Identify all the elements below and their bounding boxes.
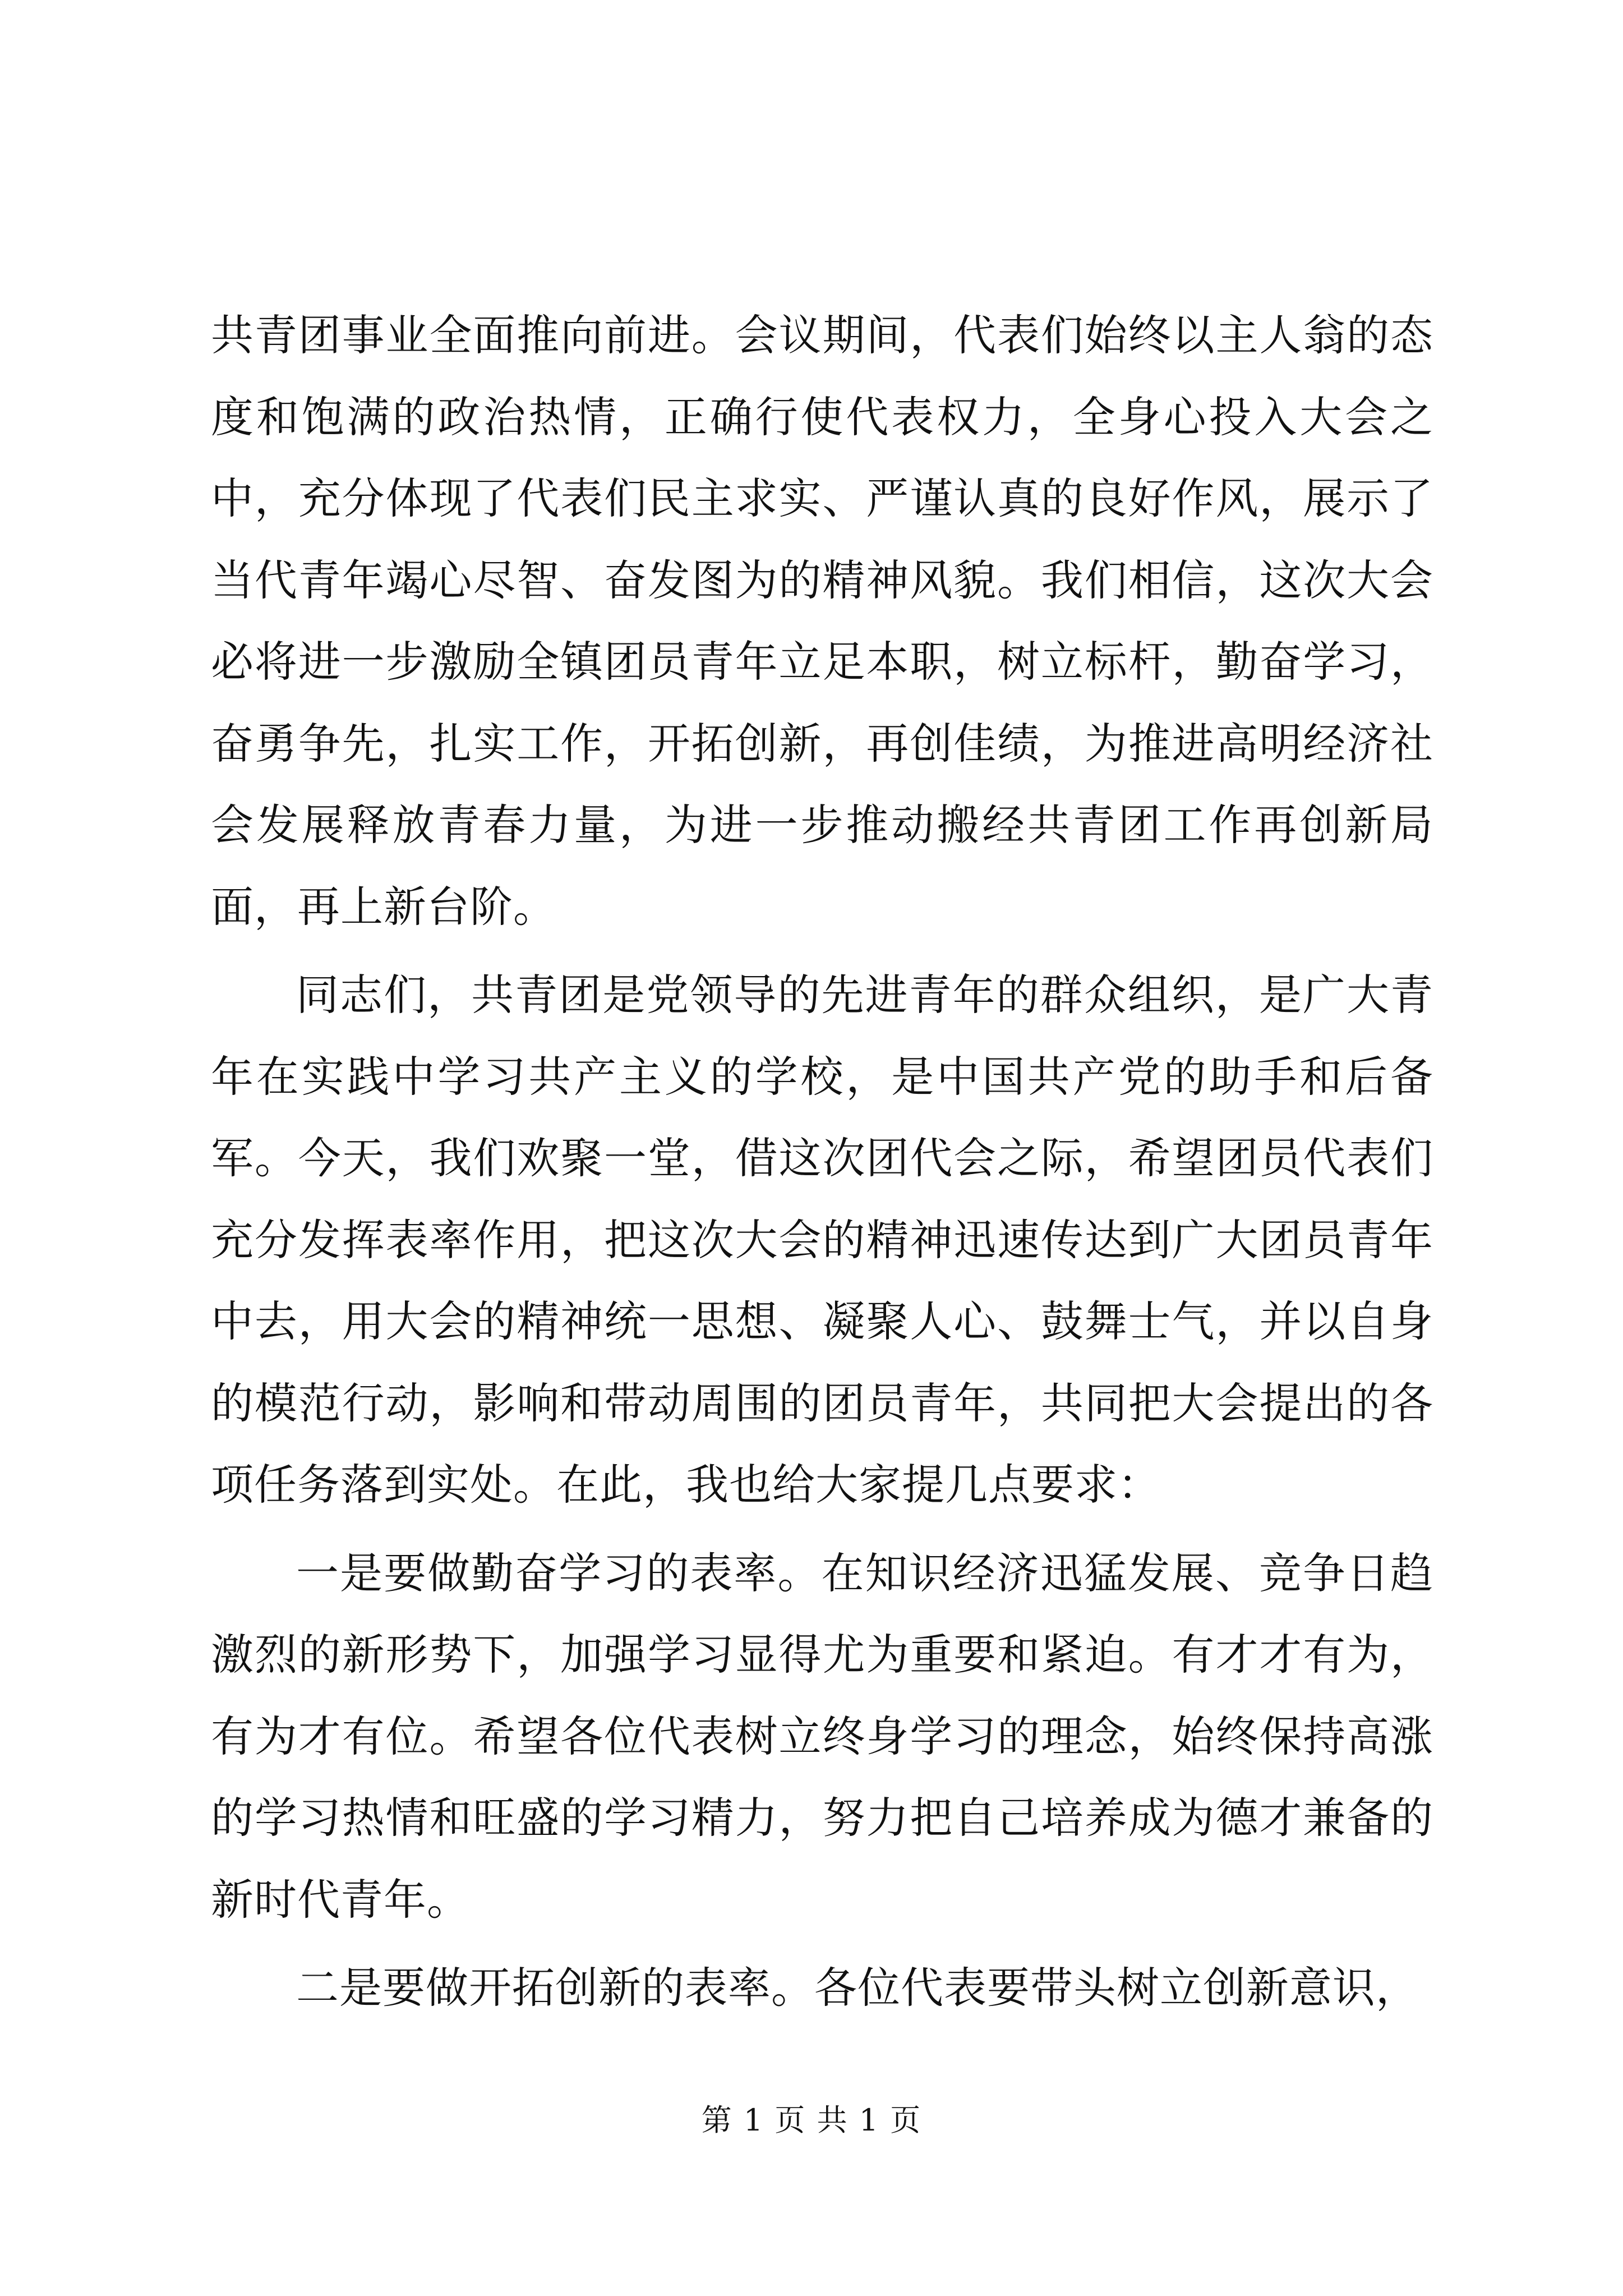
document-body	[211, 295, 1433, 2029]
body-paragraph-3: 一是要做勤奋学习的表率。在知识经济迅猛发展、竞争日趋激烈的新形势下，加强学习显得尤为重要和紧迫。有才才有为，有为才有位。希望各位代表树立终身学习的理念，始终保持高涨的学习热情和旺盛的学习精力，努力把自己培养成为德才兼备的新时代青年。	[211, 1548, 1433, 1925]
body-paragraph-4: 二是要做开拓创新的表率。各位代表要带头树立创新意识，	[296, 1963, 1419, 2013]
body-paragraph-2: 同志们，共青团是党领导的先进青年的群众组织，是广大青年在实践中学习共产主义的学校，是中国共产党的助手和后备军。今天，我们欢聚一堂，借这次团代会之际，希望团员代表们充分发挥表率作用，把这次大会的精神迅速传达到广大团员青年中去，用大会的精神统一思想、凝聚人心、鼓舞士气，并以自身的模范行动，影响和带动周围的团员青年，共同把大会提出的各项任务落到实处。在此，我也给大家提几点要求：	[211, 970, 1433, 1510]
page-number-footer: 第 1 页 共 1 页	[701, 2102, 922, 2138]
body-paragraph-1: 共青团事业全面推向前进。会议期间，代表们始终以主人翁的态度和饱满的政治热情，正确行使代表权力，全身心投入大会之中，充分体现了代表们民主求实、严谨认真的良好作风，展示了当代青年竭心尽智、奋发图为的精神风貌。我们相信，这次大会必将进一步激励全镇团员青年立足本职，树立标杆，勤奋学习，奋勇争先，扎实工作，开拓创新，再创佳绩，为推进高明经济社会发展释放青春力量，为进一步推动搬经共青团工作再创新局面，再上新台阶。	[211, 310, 1433, 932]
